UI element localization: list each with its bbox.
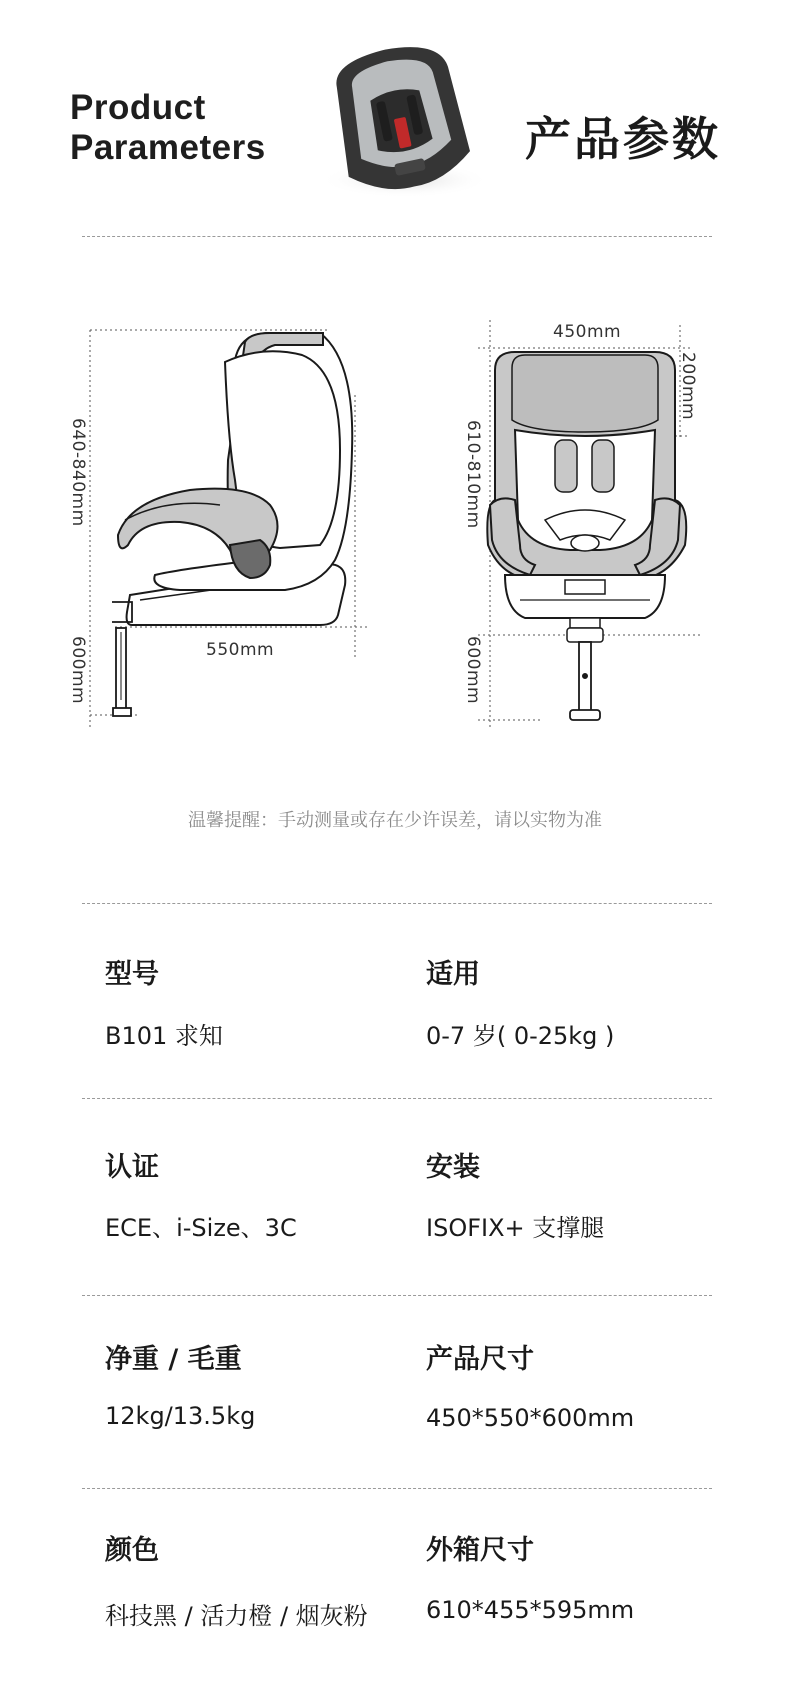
spec-label-weight: 净重 / 毛重 [105, 1344, 242, 1375]
front-leg-label: 600mm [463, 636, 483, 705]
divider [82, 1295, 712, 1296]
measurement-note: 温馨提醒：手动测量或存在少许误差，请以实物为准 [188, 810, 602, 830]
spec-label-product-size: 产品尺寸 [426, 1344, 534, 1375]
front-headrest-label: 200mm [678, 352, 698, 421]
spec-value-certification: ECE、i-Size、3C [105, 1214, 297, 1242]
spec-value-age: 0-7 岁( 0-25kg ) [426, 1022, 615, 1050]
spec-label-installation: 安装 [426, 1152, 480, 1183]
spec-label-certification: 认证 [105, 1152, 159, 1183]
spec-label-color: 颜色 [105, 1535, 159, 1566]
spec-value-model: B101 求知 [105, 1022, 223, 1050]
spec-value-installation: ISOFIX+ 支撑腿 [426, 1214, 605, 1242]
page-title-chinese: 产品参数 [525, 112, 721, 166]
spec-label-box-size: 外箱尺寸 [426, 1535, 534, 1566]
spec-value-box-size: 610*455*595mm [426, 1596, 635, 1624]
side-leg-label: 600mm [68, 636, 88, 705]
spec-label-age: 适用 [426, 959, 480, 990]
side-depth-label: 550mm [206, 640, 275, 660]
divider [82, 903, 712, 904]
spec-value-weight: 12kg/13.5kg [105, 1402, 256, 1430]
title-en-line1: Product [70, 88, 206, 127]
spec-value-color: 科技黑 / 活力橙 / 烟灰粉 [105, 1602, 368, 1630]
front-height-label: 610-810mm [463, 420, 483, 529]
spec-value-product-size: 450*550*600mm [426, 1404, 635, 1432]
side-height-label: 640-840mm [68, 418, 88, 527]
divider [82, 1488, 712, 1489]
divider [82, 1098, 712, 1099]
front-width-label: 450mm [553, 322, 622, 342]
title-en-line2: Parameters [70, 128, 266, 167]
spec-label-model: 型号 [105, 959, 159, 990]
